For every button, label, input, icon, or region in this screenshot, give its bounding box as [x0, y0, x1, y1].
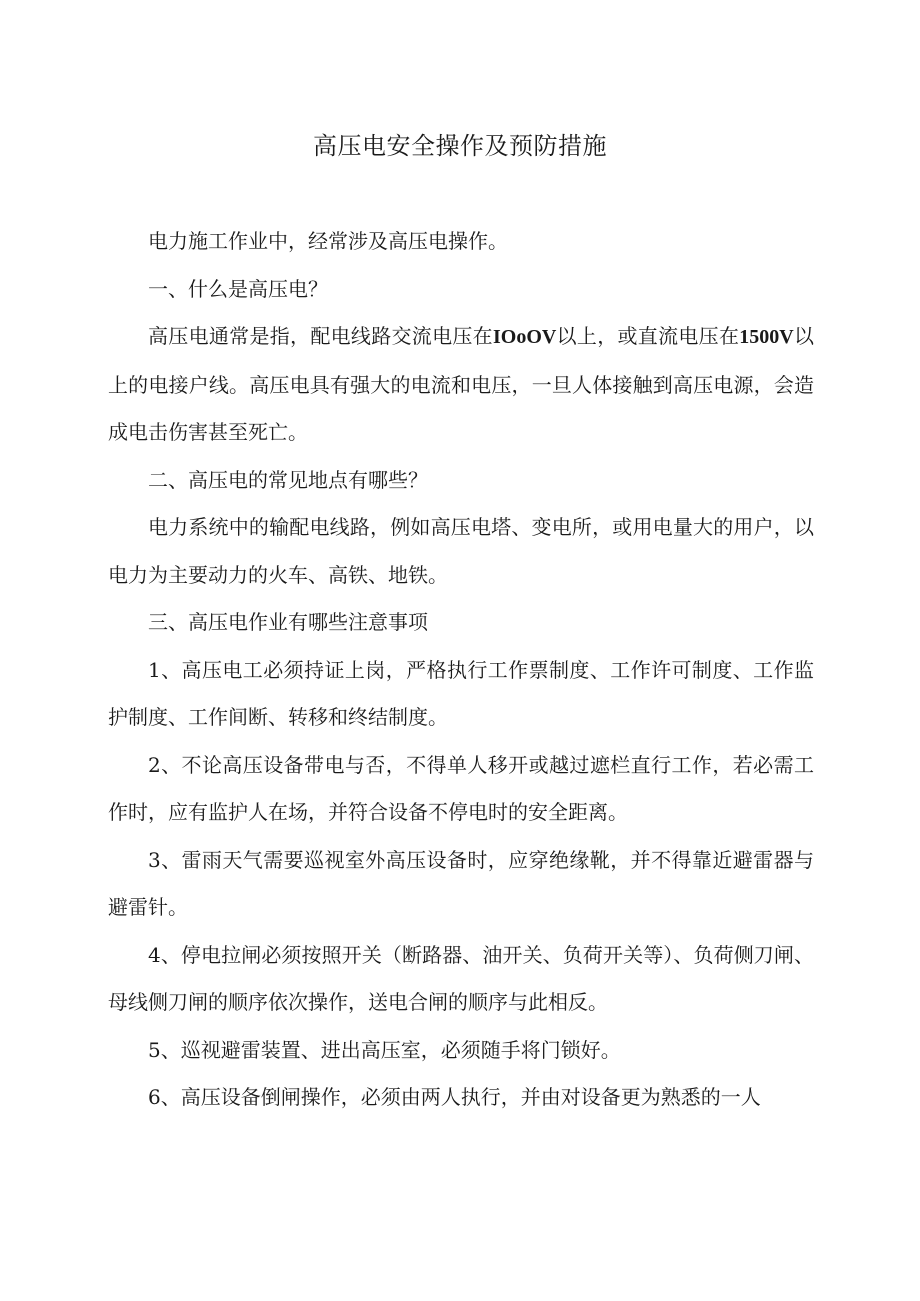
rule-item-5: 5、巡视避雷装置、进出高压室，必须随手将门锁好。 [148, 1037, 621, 1062]
section-heading-1: 一、什么是高压电？ [148, 276, 328, 301]
rule-item-6: 6、高压设备倒闸操作，必须由两人执行，并由对设备更为熟悉的一人 [148, 1085, 761, 1109]
dc-voltage-value: 1500V [739, 326, 794, 348]
definition-text-c: 以上的电接户线。高压电具有强大的电流和电压，一旦人体接触到高压电源，会造成电击伤害甚至死亡。 [108, 324, 815, 444]
rule-item-4: 4、停电拉闸必须按照开关（断路器、油开关、负荷开关等）、负荷侧刀闸、母线侧刀闸的顺序依次操作，送电合闸的顺序与此相反。 [108, 942, 814, 1014]
rule-item-1: 1、高压电工必须持证上岗，严格执行工作票制度、工作许可制度、工作监护制度、工作间断、转移和终结制度。 [108, 657, 814, 729]
section-heading-2: 二、高压电的常见地点有哪些？ [148, 467, 428, 492]
intro-paragraph: 电力施工作业中，经常涉及高压电操作。 [148, 229, 508, 253]
definition-text-a: 高压电通常是指，配电线路交流电压在 [148, 324, 493, 348]
locations-paragraph: 电力系统中的输配电线路，例如高压电塔、变电所，或用电量大的用户，以电力为主要动力的火车、高铁、地铁。 [108, 515, 814, 587]
rule-item-3: 3、雷雨天气需要巡视室外高压设备时，应穿绝缘靴，并不得靠近避雷器与避雷针。 [108, 847, 814, 919]
page-title: 高压电安全操作及预防措施 [313, 132, 607, 160]
section-heading-3: 三、高压电作业有哪些注意事项 [148, 610, 428, 634]
document-body [108, 218, 814, 1122]
ac-voltage-value: IOoOV [492, 326, 557, 348]
rule-item-2: 2、不论高压设备带电与否，不得单人移开或越过遮栏直行工作，若必需工作时，应有监护人在场，并符合设备不停电时的安全距离。 [108, 752, 814, 824]
definition-paragraph [108, 313, 814, 457]
definition-text-b: 以上，或直流电压在 [556, 324, 740, 348]
